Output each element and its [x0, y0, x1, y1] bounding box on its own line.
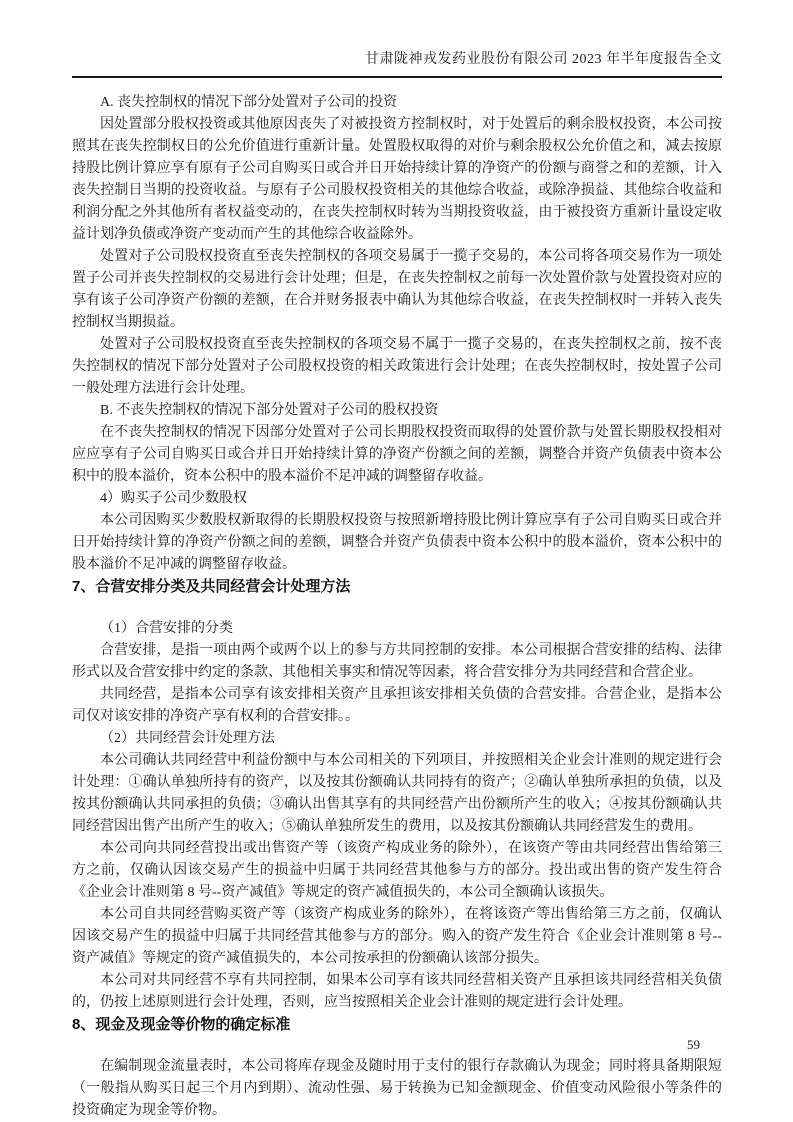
clause-heading: A. 丧失控制权的情况下部分处置对子公司的投资: [100, 95, 398, 110]
paragraph: 本公司确认共同经营中利益份额中与本公司相关的下列项目，并按照相关企业会计准则的规定进行会计处理：①确认单独所持有的资产，以及按其份额确认共同持有的资产；②确认单独所承担的负债，以及按其份额确认共同承担的负债；③确认出售其享有的共同经营产出份额所产生的收入；④按其份额确认共同经营因出售产出所产生的收入；⑤确认单独所发生的费用，以及按其份额确认共同经营发生的费用。: [72, 753, 722, 834]
paragraph: 因处置部分股权投资或其他原因丧失了对被投资方控制权时，对于处置后的剩余股权投资，本公司按照其在丧失控制权日的公允价值进行重新计量。处置股权取得的对价与剩余股权公允价值之和，减去按原持股比例计算应享有原有子公司自购买日或合并日开始持续计算的净资产的份额与商誉之和的差额，计入丧失控制日当期的投资收益。与原有子公司股权投资相关的其他综合收益，或除净损益、其他综合收益和利润分配之外其他所有者权益变动的，在丧失控制权时转为当期投资收益，由于被投资方重新计量设定收益计划净负债或净资产变动而产生的其他综合收益除外。: [72, 117, 722, 242]
document-body: [72, 92, 722, 1122]
section-heading: 8、现金及现金等价物的确定标准: [72, 1016, 291, 1033]
clause-heading: （2）共同经营会计处理方法: [100, 731, 275, 746]
report-header-title: 甘肃陇神戎发药业股份有限公司 2023 年半年度报告全文: [365, 52, 722, 67]
clause-heading: （1）合营安排的分类: [100, 621, 233, 636]
paragraph: 本公司因购买少数股权新取得的长期股权投资与按照新增持股比例计算应享有子公司自购买日或合并日开始持续计算的净资产份额之间的差额，调整合并资产负债表中资本公积中的股本溢价，资本公积中的股本溢价不足冲减的调整留存收益。: [72, 513, 722, 572]
paragraph: 在编制现金流量表时，本公司将库存现金及随时用于支付的银行存款确认为现金；同时将具备期限短（一般指从购买日起三个月内到期）、流动性强、易于转换为已知金额现金、价值变动风险很小等条件的投资确定为现金等价物。: [72, 1059, 722, 1118]
paragraph: 共同经营，是指本公司享有该安排相关资产且承担该安排相关负债的合营安排。合营企业，是指本公司仅对该安排的净资产享有权利的合营安排。。: [72, 687, 722, 724]
clause-heading: 4）购买子公司少数股权: [100, 491, 247, 506]
paragraph: 在不丧失控制权的情况下因部分处置对子公司长期股权投资而取得的处置价款与处置长期股权投相对应应享有子公司自购买日或合并日开始持续计算的净资产份额之间的差额，调整合并资产负债表中资本公积中的股本溢价，资本公积中的股本溢价不足冲减的调整留存收益。: [72, 425, 722, 484]
paragraph: 本公司自共同经营购买资产等（该资产构成业务的除外），在将该资产等出售给第三方之前，仅确认因该交易产生的损益中归属于共同经营其他参与方的部分。购入的资产发生符合《企业会计准则第 8 号--资产减值》等规定的资产减值损失的，本公司按承担的份额确认该部分损失。: [72, 907, 722, 966]
page-header: [72, 50, 722, 78]
clause-heading: B. 不丧失控制权的情况下部分处置对子公司的股权投资: [100, 403, 439, 418]
paragraph: 合营安排，是指一项由两个或两个以上的参与方共同控制的安排。本公司根据合营安排的结构、法律形式以及合营安排中约定的条款、其他相关事实和情况等因素，将合营安排分为共同经营和合营企业。: [72, 643, 722, 680]
paragraph: 本公司向共同经营投出或出售资产等（该资产构成业务的除外），在该资产等由共同经营出售给第三方之前，仅确认因该交易产生的损益中归属于共同经营其他参与方的部分。投出或出售的资产发生符合《企业会计准则第 8 号--资产减值》等规定的资产减值损失的，本公司全额确认该损失。: [72, 841, 722, 900]
paragraph: 处置对子公司股权投资直至丧失控制权的各项交易属于一揽子交易的，本公司将各项交易作为一项处置子公司并丧失控制权的交易进行会计处理；但是，在丧失控制权之前每一次处置价款与处置投资对应的享有该子公司净资产份额的差额，在合并财务报表中确认为其他综合收益，在丧失控制权时一并转入丧失控制权当期损益。: [72, 249, 722, 330]
page-number: 59: [687, 1037, 700, 1052]
paragraph: 本公司对共同经营不享有共同控制，如果本公司享有该共同经营相关资产且承担该共同经营相关负债的，仍按上述原则进行会计处理，否则，应当按照相关企业会计准则的规定进行会计处理。: [72, 973, 722, 1010]
section-heading: 7、合营安排分类及共同经营会计处理方法: [72, 578, 351, 595]
paragraph: 处置对子公司股权投资直至丧失控制权的各项交易不属于一揽子交易的，在丧失控制权之前，按不丧失控制权的情况下部分处置对子公司股权投资的相关政策进行会计处理；在丧失控制权时，按处置子公司一般处理方法进行会计处理。: [72, 337, 722, 396]
